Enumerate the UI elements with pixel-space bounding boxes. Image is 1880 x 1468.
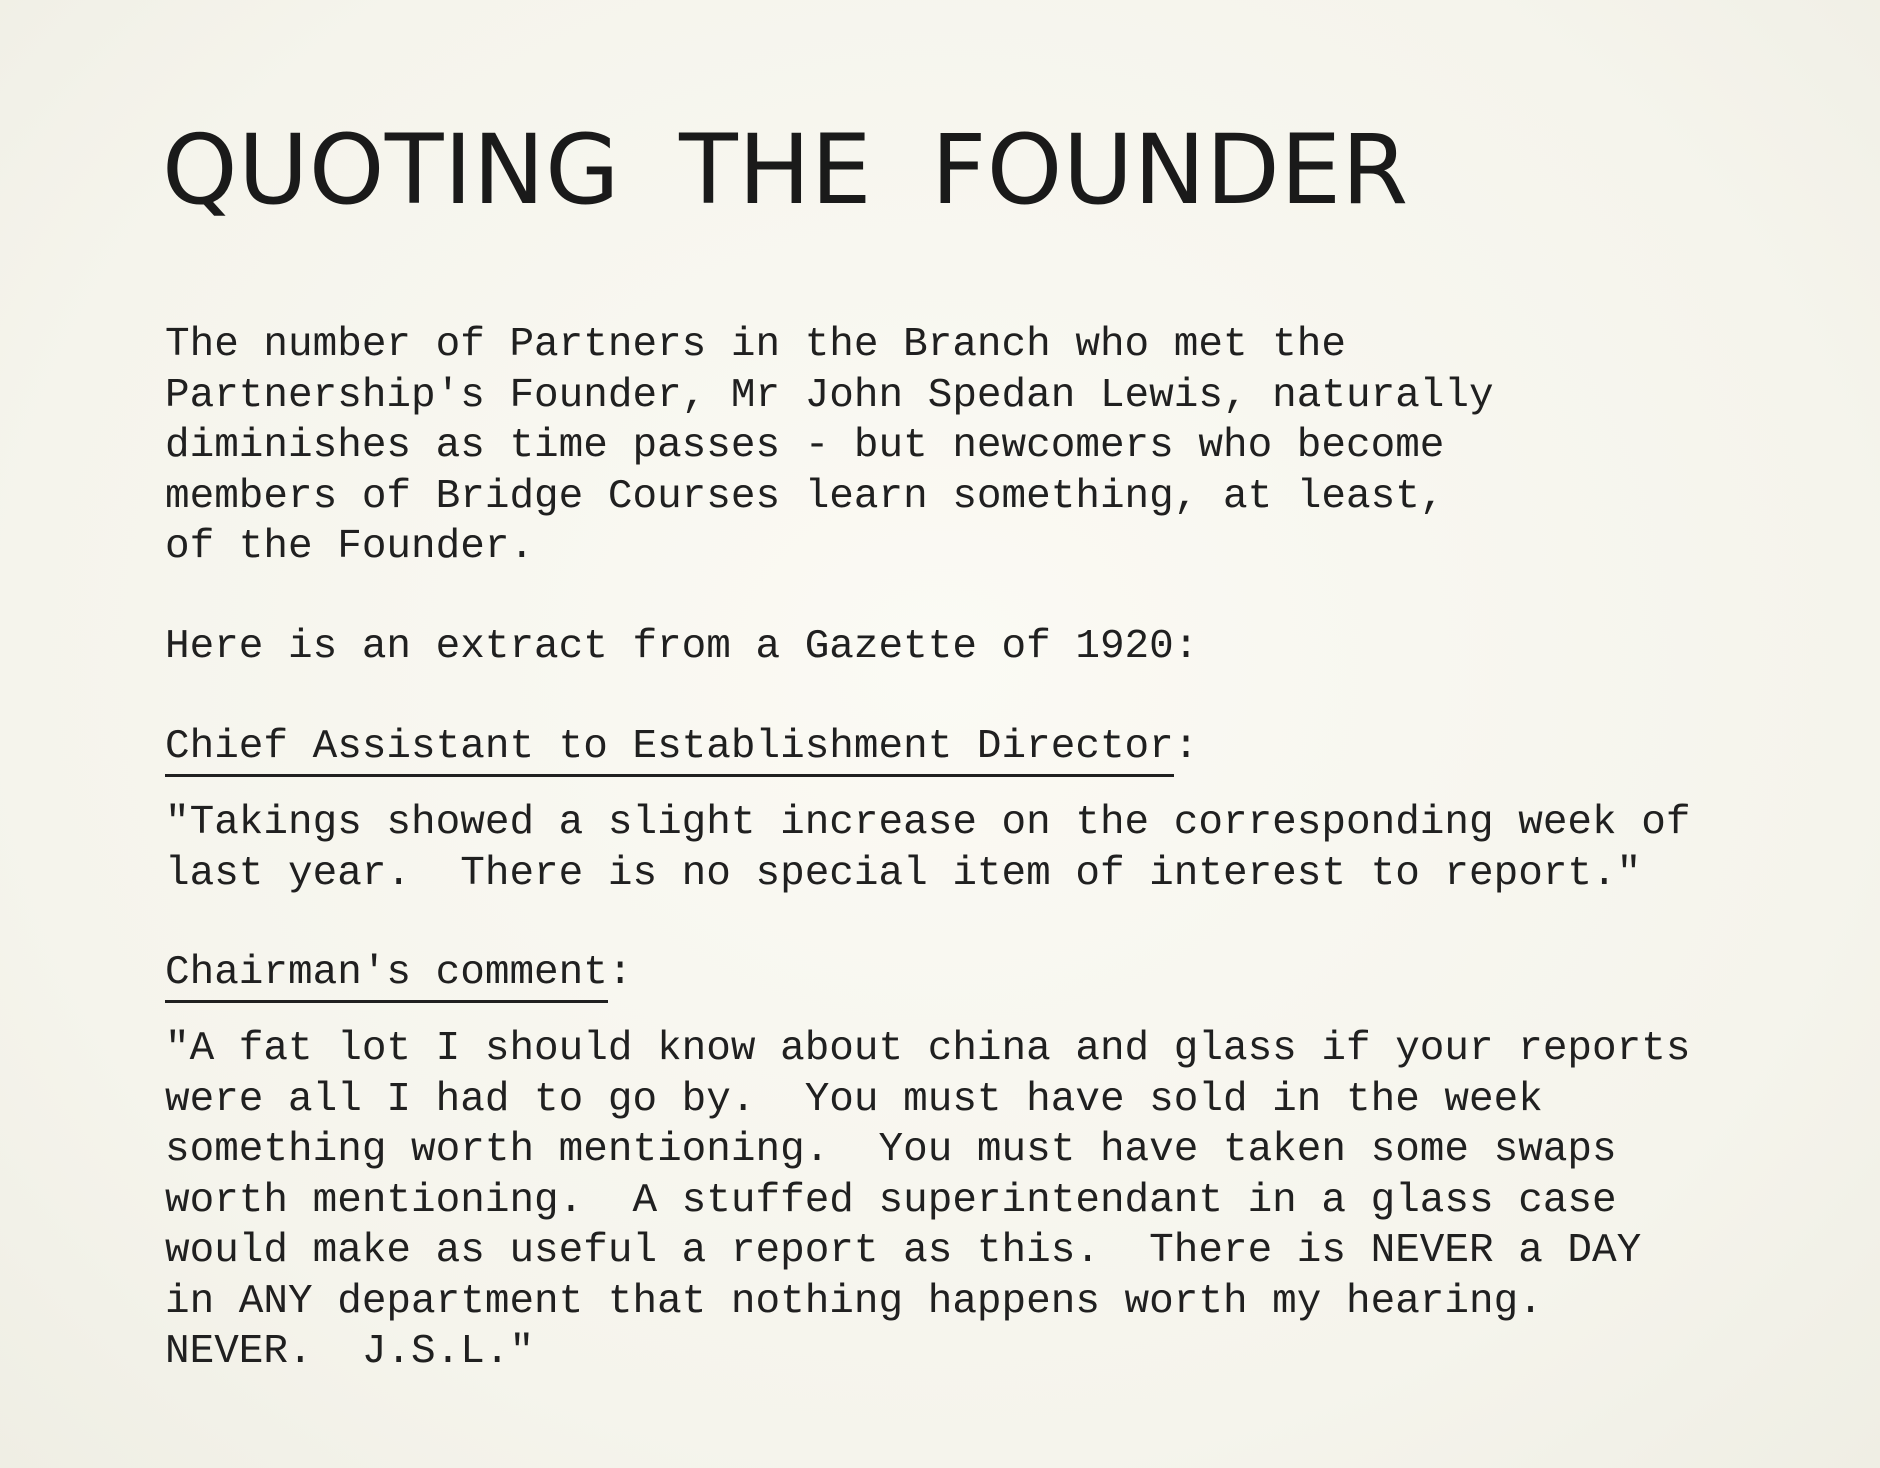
- comment-heading-colon: :: [607, 950, 633, 996]
- page-title: QUOTING THE FOUNDER: [162, 114, 1409, 226]
- comment-heading: [165, 948, 1765, 1003]
- report-heading-text: Chief Assistant to Establishment Director: [165, 722, 1174, 777]
- report-heading-colon: :: [1173, 724, 1199, 770]
- report-heading: [165, 722, 1765, 777]
- extract-intro: Here is an extract from a Gazette of 1920:: [165, 624, 1199, 670]
- intro-paragraph: The number of Partners in the Branch who met the Partnership's Founder, Mr John Spedan Lewis, naturally diminishes as time passes - but newcomers who become members of Bridge Courses learn something, at least, of the Founder.: [165, 322, 1494, 570]
- report-quote: "Takings showed a slight increase on the corresponding week of last year. There is no special item of interest to report.": [165, 800, 1691, 897]
- comment-heading-text: Chairman's comment: [165, 948, 608, 1003]
- comment-quote: "A fat lot I should know about china and glass if your reports were all I had to go by. You must have sold in the week something worth mentioning. You must have taken some swaps worth mentioning. A stuffed superintendant in a glass case would make as useful a report as this. There is NEVER a DAY in ANY department that nothing happens worth my hearing. NEVER. J.S.L.": [165, 1026, 1691, 1375]
